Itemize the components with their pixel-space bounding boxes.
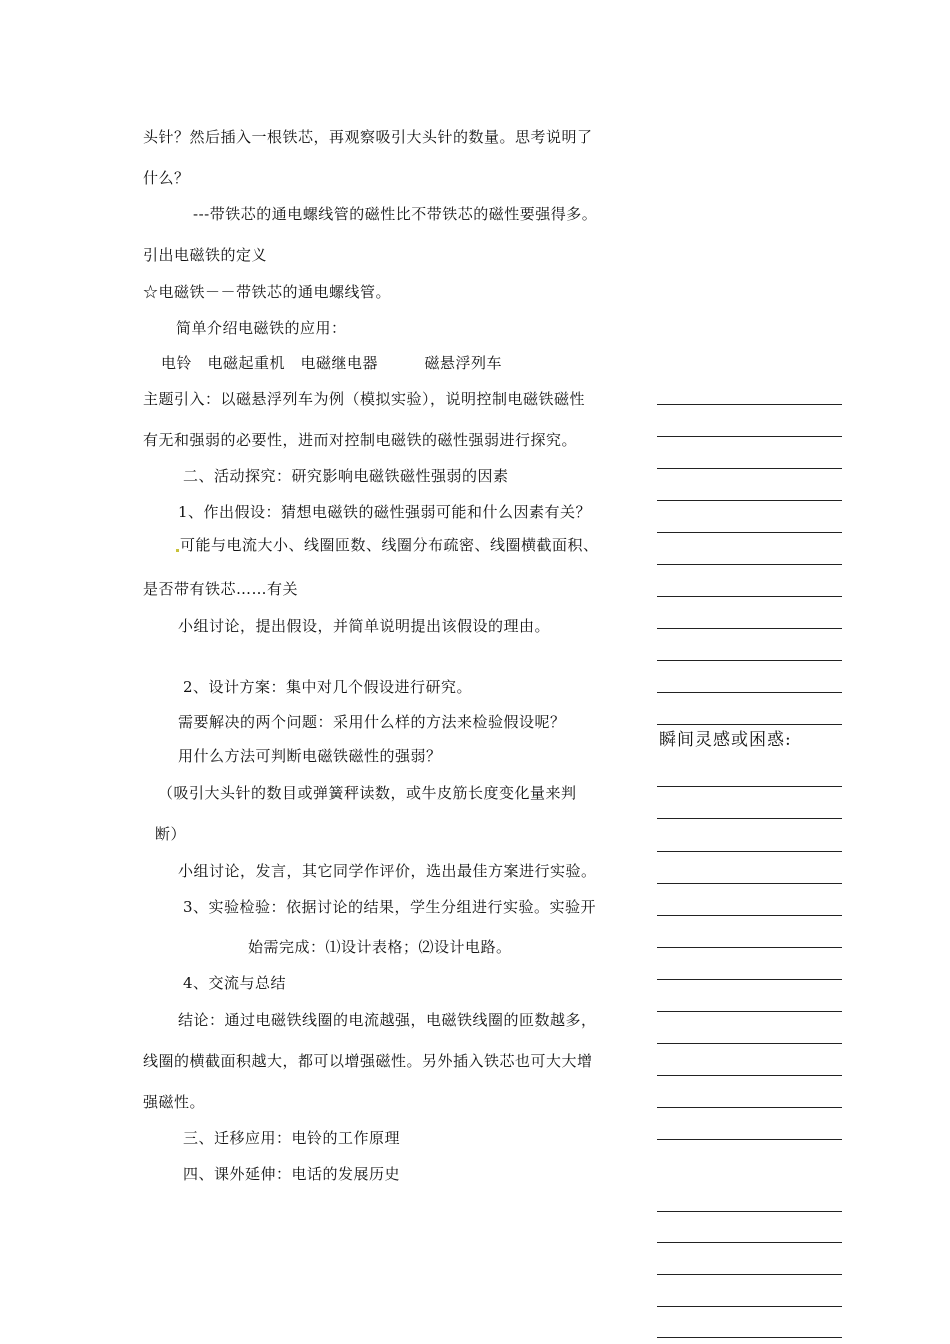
note-line xyxy=(657,596,842,597)
note-line xyxy=(657,818,842,819)
note-line xyxy=(657,947,842,948)
text-line: 1、作出假设：猜想电磁铁的磁性强弱可能和什么因素有关？ xyxy=(178,503,592,521)
note-line xyxy=(657,1306,842,1307)
note-line xyxy=(657,724,842,725)
text-line: 始需完成：⑴设计表格；⑵设计电路。 xyxy=(248,938,512,956)
text-line: 小组讨论，发言，其它同学作评价，选出最佳方案进行实验。 xyxy=(178,862,597,880)
text-line: 主题引入：以磁悬浮列车为例（模拟实验），说明控制电磁铁磁性 xyxy=(143,390,586,408)
note-line xyxy=(657,628,842,629)
text-line: 简单介绍电磁铁的应用： xyxy=(176,319,347,337)
note-line xyxy=(657,851,842,852)
note-line xyxy=(657,1211,842,1212)
text-line: 用什么方法可判断电磁铁磁性的强弱？ xyxy=(178,747,442,765)
text-line: 线圈的横截面积越大，都可以增强磁性。另外插入铁芯也可大大增 xyxy=(143,1052,593,1070)
note-line xyxy=(657,1274,842,1275)
note-line xyxy=(657,660,842,661)
section-heading: 三、迁移应用：电铃的工作原理 xyxy=(183,1129,401,1147)
note-line xyxy=(657,786,842,787)
text-line: 结论：通过电磁铁线圈的电流越强，电磁铁线圈的匝数越多， xyxy=(178,1011,597,1029)
text-line: ☆电磁铁－－带铁芯的通电螺线管。 xyxy=(143,283,392,301)
text-line: 有无和强弱的必要性，进而对控制电磁铁的磁性强弱进行探究。 xyxy=(143,431,578,449)
section-heading: 四、课外延伸：电话的发展历史 xyxy=(183,1165,401,1183)
note-line xyxy=(657,468,842,469)
note-line xyxy=(657,883,842,884)
note-line xyxy=(657,404,842,405)
note-line xyxy=(657,1337,842,1338)
text-line: 头针？然后插入一根铁芯，再观察吸引大头针的数量。思考说明了 xyxy=(143,128,593,146)
marker-dot xyxy=(176,549,179,552)
note-line xyxy=(657,915,842,916)
note-line xyxy=(657,1043,842,1044)
text-line: 需要解决的两个问题：采用什么样的方法来检验假设呢？ xyxy=(178,713,566,731)
text-line: 引出电磁铁的定义 xyxy=(143,246,268,264)
text-line: 是否带有铁芯……有关 xyxy=(143,580,299,598)
note-line xyxy=(657,1075,842,1076)
note-line xyxy=(657,1242,842,1243)
note-line xyxy=(657,436,842,437)
text-line: （吸引大头针的数目或弹簧秤读数，或牛皮筋长度变化量来判 xyxy=(158,784,577,802)
section-heading: 二、活动探究：研究影响电磁铁磁性强弱的因素 xyxy=(183,467,509,485)
note-line xyxy=(657,1139,842,1140)
text-line: 什么？ xyxy=(143,169,190,187)
text-line: 电铃 电磁起重机 电磁继电器 磁悬浮列车 xyxy=(161,354,503,372)
sidebar-title: 瞬间灵感或困惑: xyxy=(659,730,792,750)
note-line xyxy=(657,532,842,533)
note-line xyxy=(657,500,842,501)
text-line: 小组讨论，提出假设，并简单说明提出该假设的理由。 xyxy=(178,617,551,635)
note-line xyxy=(657,692,842,693)
note-line xyxy=(657,979,842,980)
note-line xyxy=(657,1011,842,1012)
text-line: 断） xyxy=(155,825,187,843)
text-line: 强磁性。 xyxy=(143,1093,206,1111)
text-line: ---带铁芯的通电螺线管的磁性比不带铁芯的磁性要强得多。 xyxy=(193,205,598,223)
note-line xyxy=(657,564,842,565)
text-line: 4、交流与总结 xyxy=(183,974,287,992)
text-line: 2、设计方案：集中对几个假设进行研究。 xyxy=(183,678,473,696)
text-line: 3、实验检验：依据讨论的结果，学生分组进行实验。实验开 xyxy=(183,898,597,916)
text-line: 可能与电流大小、线圈匝数、线圈分布疏密、线圈横截面积、 xyxy=(175,535,599,555)
note-line xyxy=(657,1107,842,1108)
